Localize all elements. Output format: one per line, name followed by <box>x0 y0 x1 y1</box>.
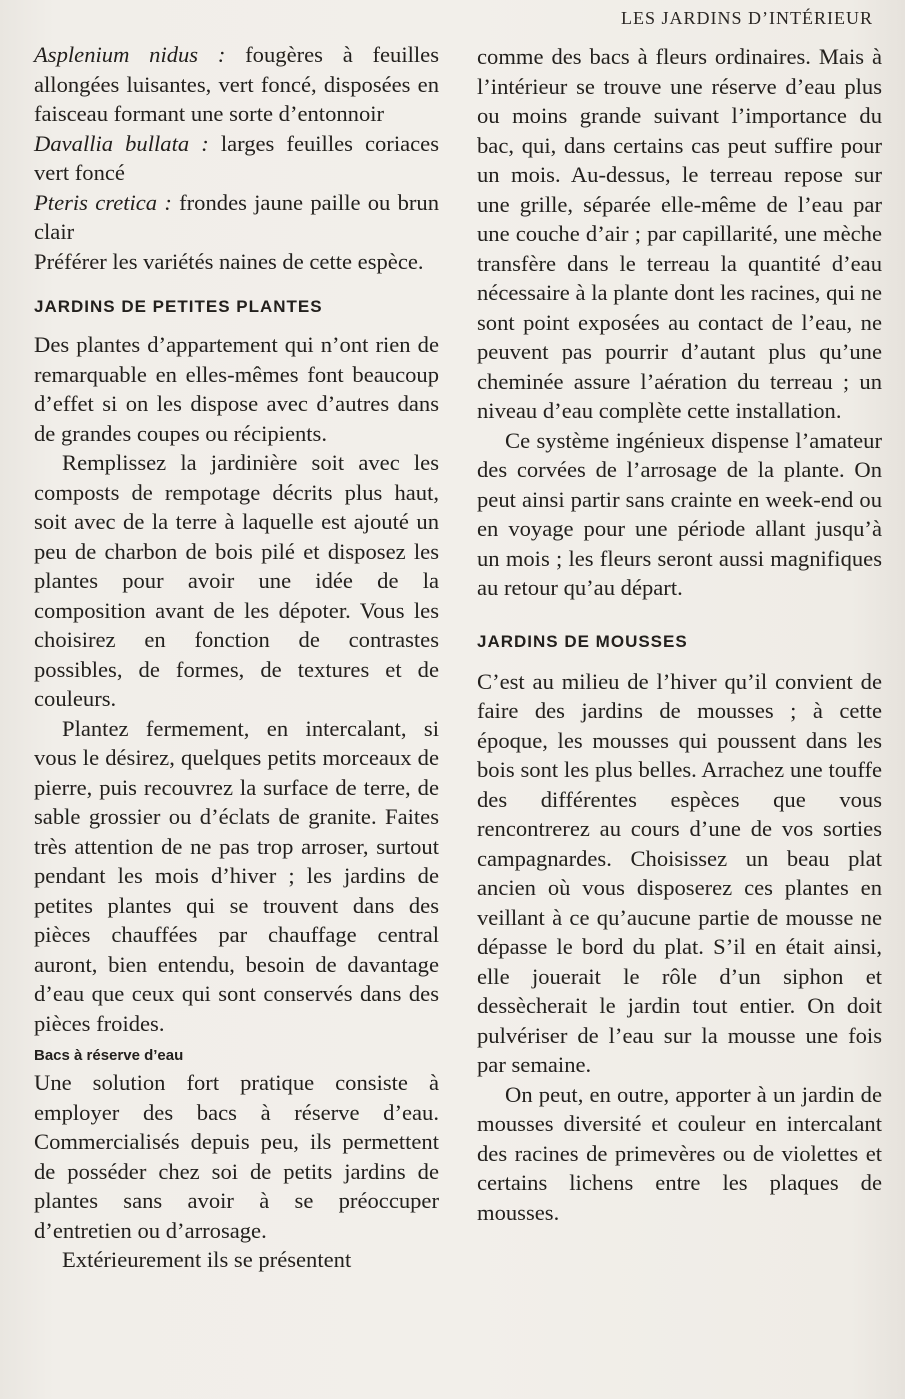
paragraph: Une solution fort pratique consiste à employer des bacs à réserve d’eau. Commercialisés depuis peu, ils permettent de posséder chez soi de petits jardins de plantes sans avoir à se préoccuper d’entretien ou d’arrosage. <box>34 1070 439 1243</box>
paragraph: Extérieurement ils se présentent <box>62 1247 352 1272</box>
species-entry <box>34 40 439 129</box>
species-description: frondes jaune paille ou brun clair <box>34 189 440 244</box>
left-column <box>34 40 439 1275</box>
species-name: Asplenium nidus : <box>34 42 226 67</box>
paragraph: Remplissez la jardinière soit avec les composts de rempotage décrits plus haut, soit avec de la terre à laquelle est ajouté un peu de charbon de bois pilé et disposez les plantes pour avoir une idée de la composition avant de les dépoter. Vous les choisirez en fonction de contrastes possibles, de formes, de textures et de couleurs. <box>34 450 439 711</box>
subheading-water-reserve: Bacs à réserve d’eau <box>34 1047 184 1064</box>
section-heading-mosses: JARDINS DE MOUSSES <box>477 631 688 651</box>
paragraph: Ce système ingénieux dispense l’amateur des corvées de l’arrosage de la plante. On peut ainsi partir sans crainte en week-end ou en voyage pour une période allant jusqu’à un mois ; les fleurs seront aussi magnifiques au retour qu’au départ. <box>477 427 882 600</box>
paragraph: comme des bacs à fleurs ordinaires. Mais à l’intérieur se trouve une réserve d’eau plus ou moins grande suivant l’importance du bac, qui, dans certains cas peut suffire pour un mois. Au-dessus, le terreau repose sur une grille, séparée elle-même de l’eau par une couche d’air ; par capillarité, une mèche transfère dans le terreau la quantité d’eau nécessaire à la plante dont les racines, qui ne sont point exposées au contact de l’eau, ne peuvent pas pourrir d’autant plus qu’une cheminée assure l’aération du terreau ; un niveau d’eau complète cette installation. <box>477 44 882 423</box>
species-name: Pteris cretica : <box>34 189 172 215</box>
species-entry <box>34 129 439 188</box>
species-name: Davallia bullata : <box>34 130 209 156</box>
species-description: larges feuilles coriaces vert foncé <box>34 130 439 185</box>
species-note: Préférer les variétés naines de cette espèce. <box>34 248 424 274</box>
paragraph: C’est au milieu de l’hiver qu’il convient de faire des jardins de mousses ; à cette époque, les mousses qui poussent dans les bois sont les plus belles. Arrachez une touffe des différentes espèces que vous rencontrerez au cours d’une de vos sorties campagnardes. Choisissez un beau plat ancien où vous disposerez ces plantes en veillant à ce qu’aucune partie de mousse ne dépasse le bord du plat. S’il en était ainsi, elle jouerait le rôle d’un siphon et dessècherait le jardin tout entier. On doit pulvériser de l’eau sur la mousse une fois par semaine. <box>477 668 882 1077</box>
paragraph: On peut, en outre, apporter à un jardin de mousses diversité et couleur en intercalant des racines de primevères ou de violettes et certains lichens entre les plaques de mousses. <box>477 1081 882 1225</box>
section-heading-small-plants: JARDINS DE PETITES PLANTES <box>34 297 323 316</box>
species-entry <box>34 188 439 247</box>
species-description: fougères à feuilles allongées luisantes, vert foncé, disposées en faisceau formant une sorte d’entonnoir <box>34 42 439 126</box>
paragraph: Des plantes d’appartement qui n’ont rien de remarquable en elles-mêmes font beaucoup d’effet si on les dispose avec d’autres dans de grandes coupes ou récipients. <box>34 332 439 446</box>
paragraph: Plantez fermement, en intercalant, si vous le désirez, quelques petits morceaux de pierre, puis recouvrez la surface de terre, de sable grossier ou d’éclats de granite. Faites très attention de ne pas trop arroser, surtout pendant les mois d’hiver ; les jardins de petites plantes qui se trouvent dans des pièces chauffées par chauffage central auront, bien entendu, besoin de davantage d’eau que ceux qui sont conservés dans des pièces froides. <box>34 715 439 1036</box>
running-head: LES JARDINS D’INTÉRIEUR <box>621 8 873 28</box>
right-column <box>477 42 882 1227</box>
